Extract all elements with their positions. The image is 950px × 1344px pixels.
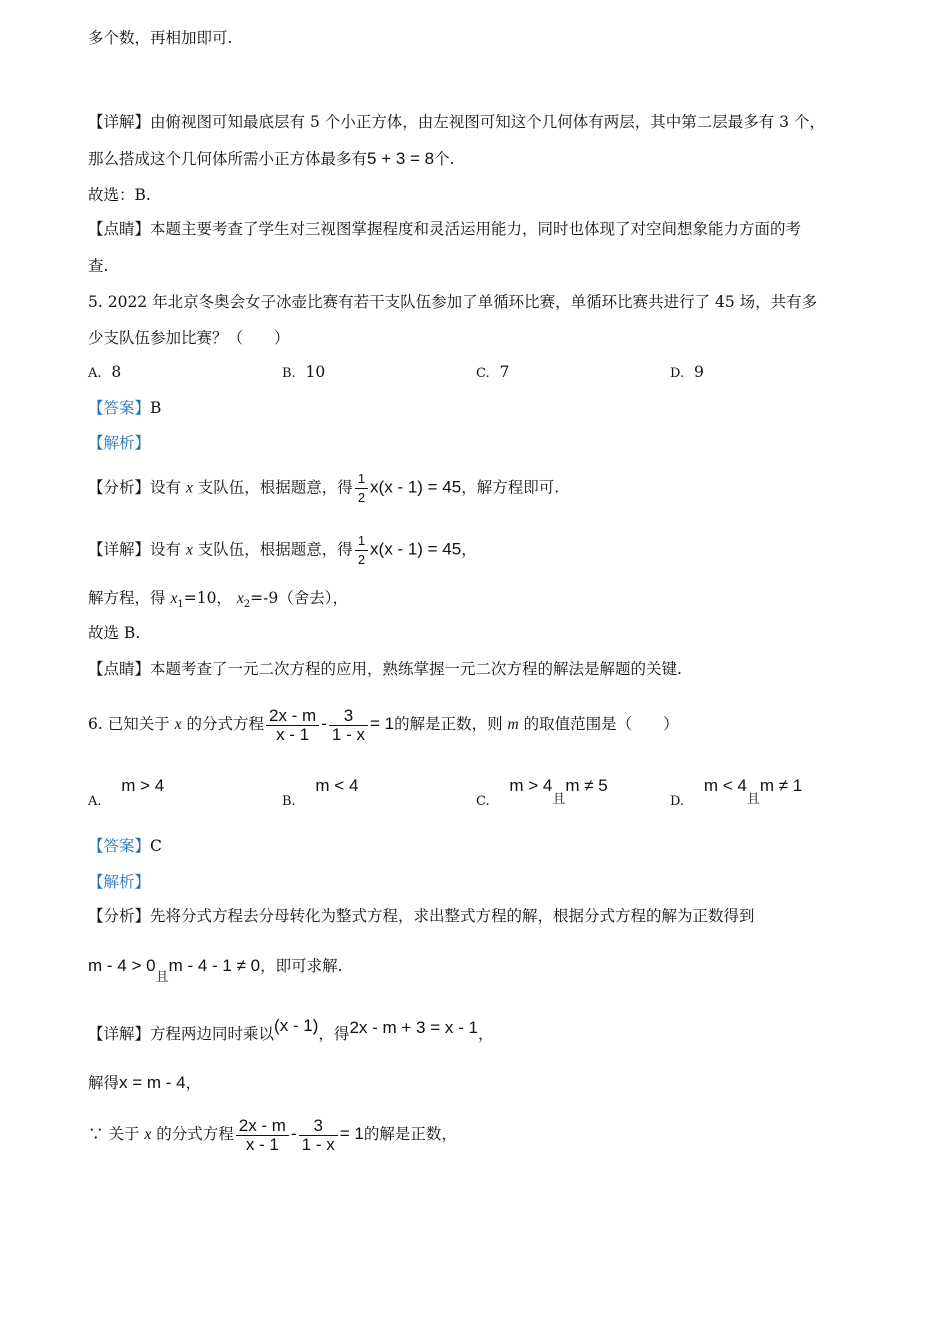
text-segment: 的解是正数，则 [394, 715, 503, 733]
comment-tag: 【点睛】 [88, 220, 151, 238]
fraction-numerator: 3 [329, 707, 368, 726]
comment-text: 本题考查了一元二次方程的应用，熟练掌握一元二次方程的解法是解题的关键. [150, 660, 682, 678]
comment-line [88, 659, 682, 679]
variable: x [174, 716, 182, 733]
detail-line [88, 532, 477, 569]
option-letter: A. [88, 794, 102, 809]
answer-line [88, 398, 161, 418]
solve-line [88, 588, 348, 615]
text-segment: 的解是正数， [363, 1125, 457, 1143]
math-expression: 2x - m + 3 = x - 1 [349, 1018, 478, 1037]
variable: x [185, 541, 193, 559]
math-expression: x = m - 4 [119, 1073, 186, 1092]
math-operator: - [290, 1124, 297, 1143]
fraction-numerator: 1 [355, 470, 368, 489]
text-line: 故选：B. [88, 186, 151, 204]
math-expression: = 1 [369, 714, 395, 733]
option-c [476, 776, 608, 809]
text-segment: ， [461, 540, 477, 559]
text-segment: 个. [434, 150, 455, 168]
fraction [355, 532, 368, 569]
option-math: m ≠ 1 [759, 776, 803, 795]
text-segment: ， [477, 1025, 494, 1043]
answer-value: C [150, 837, 162, 855]
comment-text: 本题主要考查了学生对三视图掌握程度和灵活运用能力，同时也体现了对空间想象能力方面的考 [150, 220, 802, 238]
text-segment: 的分式方程 [156, 1125, 234, 1143]
option-letter: D. [670, 794, 685, 809]
text-segment: 6. 已知关于 [88, 715, 170, 733]
variable: x [144, 1126, 152, 1143]
answer-tag: 【答案】 [88, 837, 151, 855]
text-segment: 那么搭成这个几何体所需小正方体最多有 [88, 150, 368, 168]
subscript: 2 [243, 599, 251, 611]
text-segment: =10， [183, 589, 232, 607]
fraction-denominator: x - 1 [245, 1134, 279, 1154]
conjunction: 且 [155, 970, 169, 985]
question-5-stem: 5. 2022 年北京冬奥会女子冰壶比赛有若干支队伍参加了单循环比赛，单循环比赛共进行了 45 场，共有多 [88, 293, 818, 311]
analysis-tag: 【解析】 [88, 873, 151, 891]
option-value: 9 [693, 363, 704, 381]
option-letter: C. [476, 366, 490, 381]
text-segment: 关于 [108, 1125, 140, 1143]
text-segment: 的取值范围是（ ） [523, 715, 679, 733]
option-a [88, 363, 121, 381]
option-letter: B. [282, 366, 296, 381]
option-conjunction: 且 [746, 792, 760, 807]
text-line [88, 149, 455, 169]
because-line [88, 1110, 457, 1159]
analysis-heading [88, 872, 150, 892]
fraction-numerator: 2x - m [266, 707, 319, 726]
option-letter: B. [282, 794, 296, 809]
option-math: m > 4 [509, 776, 553, 795]
option-letter: D. [670, 366, 685, 381]
fraction-numerator: 3 [299, 1117, 338, 1136]
fraction [355, 470, 368, 507]
fraction-denominator: 1 - x [301, 1134, 335, 1154]
option-conjunction: 且 [552, 792, 566, 807]
fraction [299, 1117, 338, 1154]
analysis-line [88, 906, 755, 926]
math-expression: = 1 [339, 1124, 364, 1143]
comment-tag: 【点睛】 [88, 660, 151, 678]
text-segment: 方程两边同时乘以 [150, 1025, 275, 1043]
text-segment: ，解方程即可. [461, 478, 560, 497]
text-segment: 解得 [88, 1074, 120, 1092]
detail-text: 由俯视图可知最底层有 5 个小正方体，由左视图可知这个几何体有两层，其中第二层最多有 3 个， [150, 113, 825, 131]
option-d [670, 776, 803, 809]
fraction [329, 707, 368, 744]
answer-value: B [150, 399, 162, 417]
option-d [670, 363, 704, 381]
fraction-numerator: 2x - m [236, 1117, 289, 1136]
text-line: 故选 B. [88, 624, 141, 642]
question-5-stem-cont: 少支队伍参加比赛？（ ） [88, 329, 290, 347]
text-segment: 支队伍，根据题意，得 [197, 478, 353, 497]
detail-tag: 【详解】 [88, 113, 151, 131]
option-math: m > 4 [121, 776, 165, 795]
option-a [88, 776, 165, 809]
fraction-denominator: x - 1 [276, 724, 310, 744]
analysis-heading [88, 433, 150, 453]
analysis-text: 先将分式方程去分母转化为整式方程，求出整式方程的解，根据分式方程的解为正数得到 [150, 907, 755, 925]
fraction-denominator: 1 - x [331, 724, 365, 744]
option-math: m ≠ 5 [565, 776, 608, 795]
fraction-denominator: 2 [357, 552, 366, 567]
option-b [282, 776, 359, 809]
math-expression: x(x - 1) = 45 [370, 539, 462, 559]
because-symbol: ∵ [88, 1125, 104, 1143]
analysis-sub-tag: 【分析】 [88, 478, 151, 497]
text-segment: 设有 [150, 540, 182, 559]
option-c [476, 363, 509, 381]
math-expression: m - 4 - 1 ≠ 0 [168, 956, 261, 975]
math-expression: x(x - 1) = 45 [370, 477, 462, 497]
solution-line [88, 1073, 201, 1093]
option-b [282, 363, 325, 381]
text-line: 查. [88, 257, 109, 275]
fraction [236, 1117, 289, 1154]
condition-line [88, 956, 343, 985]
text-segment: 的分式方程 [186, 715, 264, 733]
detail-tag: 【详解】 [88, 1025, 151, 1043]
question-6-stem [88, 700, 679, 749]
text-segment: ，得 [318, 1025, 350, 1043]
comment-line [88, 219, 801, 239]
fraction [266, 707, 319, 744]
variable: x [185, 479, 193, 497]
detail-line [88, 1016, 494, 1044]
option-math: m < 4 [703, 776, 747, 795]
text-segment: 支队伍，根据题意，得 [197, 540, 353, 559]
variable: x [170, 590, 178, 607]
fraction-denominator: 2 [357, 490, 366, 505]
option-letter: C. [476, 794, 490, 809]
fraction-numerator: 1 [355, 532, 368, 551]
detail-tag: 【详解】 [88, 540, 151, 559]
text-segment: 设有 [150, 478, 182, 497]
variable: m [507, 716, 519, 733]
text-segment: ，即可求解. [260, 957, 343, 975]
analysis-line [88, 470, 559, 507]
analysis-sub-tag: 【分析】 [88, 907, 151, 925]
text-segment: ， [185, 1074, 202, 1092]
answer-tag: 【答案】 [88, 399, 151, 417]
analysis-tag: 【解析】 [88, 434, 151, 452]
option-value: 10 [305, 363, 326, 381]
text-line: 多个数，再相加即可. [88, 29, 233, 47]
subscript: 1 [177, 599, 184, 611]
math-operator: - [321, 714, 327, 733]
math-expression: m - 4 > 0 [88, 956, 156, 975]
option-math: m < 4 [315, 776, 359, 795]
option-letter: A. [88, 366, 102, 381]
variable: x [236, 590, 244, 607]
detail-line [88, 112, 825, 132]
math-expression: (x - 1) [274, 1016, 319, 1035]
option-value: 8 [111, 363, 122, 381]
option-value: 7 [499, 363, 510, 381]
answer-line [88, 836, 162, 856]
text-segment: =-9（舍去）， [250, 589, 348, 607]
text-segment: 解方程，得 [88, 589, 166, 607]
math-expression: 5 + 3 = 8 [367, 149, 435, 168]
